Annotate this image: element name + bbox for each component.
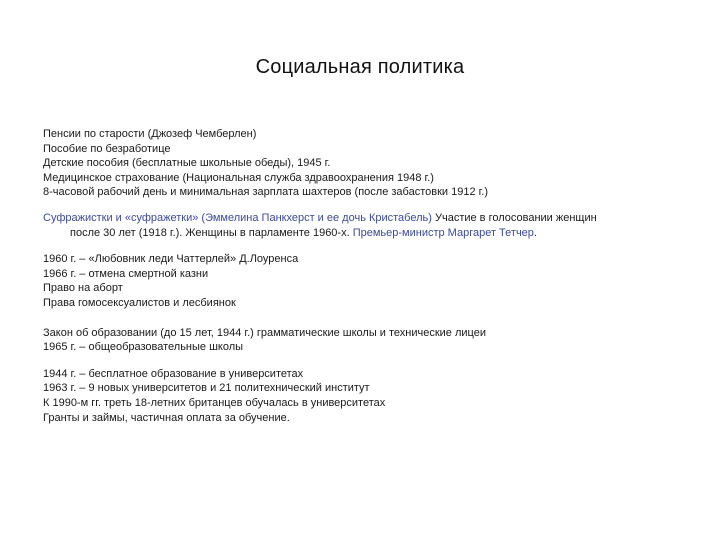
section-women-rights [43,211,683,240]
higher-education-line: К 1990-м гг. треть 18-летних британцев обучалась в университетах [43,396,386,409]
women-rights-line-2 [43,226,683,241]
slide-title [0,56,720,79]
higher-education-line: 1963 г. – 9 новых университетов и 21 политехнический институт [43,382,370,395]
school-education-line: 1965 г. – общеобразовательные школы [43,341,244,354]
benefit-line: 8-часовой рабочий день и минимальная зарплата шахтеров (после забастовки 1912 г.) [43,186,489,199]
liberalization-line: Права гомосексуалистов и лесбиянок [43,296,236,309]
liberalization-line: 1960 г. – «Любовник леди Чаттерлей» Д.Лоуренса [43,253,299,266]
benefit-line: Медицинское страхование (Национальная служба здравоохранения 1948 г.) [43,171,434,184]
thatcher-link[interactable]: Премьер-министр Маргарет Тетчер [349,226,534,239]
section-school-education [43,326,683,355]
liberalization-line: 1966 г. – отмена смертной казни [43,267,209,280]
women-rights-line-1 [43,211,683,226]
section-liberalization [43,252,683,310]
higher-education-line: Гранты и займы, частичная оплата за обучение. [43,411,290,424]
slide-body [43,127,683,425]
women-rights-period: . [533,226,537,239]
suffragettes-link[interactable]: Суфражистки и «суфражетки» (Эммелина Панкхерст и ее дочь Кристабель) [43,211,432,224]
women-rights-text: Участие в голосовании женщин [431,211,597,224]
benefit-line: Пособие по безработице [43,142,171,155]
school-education-line: Закон об образовании (до 15 лет, 1944 г.) грамматические школы и технические лицеи [43,326,486,339]
women-rights-text: после 30 лет (1918 г.). Женщины в парламенте 1960-х. [70,226,350,239]
benefit-line: Пенсии по старости (Джозеф Чемберлен) [43,128,257,140]
higher-education-line: 1944 г. – бесплатное образование в университетах [43,367,304,380]
section-higher-education [43,367,683,425]
benefit-line: Детские пособия (бесплатные школьные обеды), 1945 г. [43,157,331,170]
slide-title-text: Социальная политика [255,56,465,78]
liberalization-line: Право на аборт [43,282,123,295]
section-social-benefits [43,127,683,200]
